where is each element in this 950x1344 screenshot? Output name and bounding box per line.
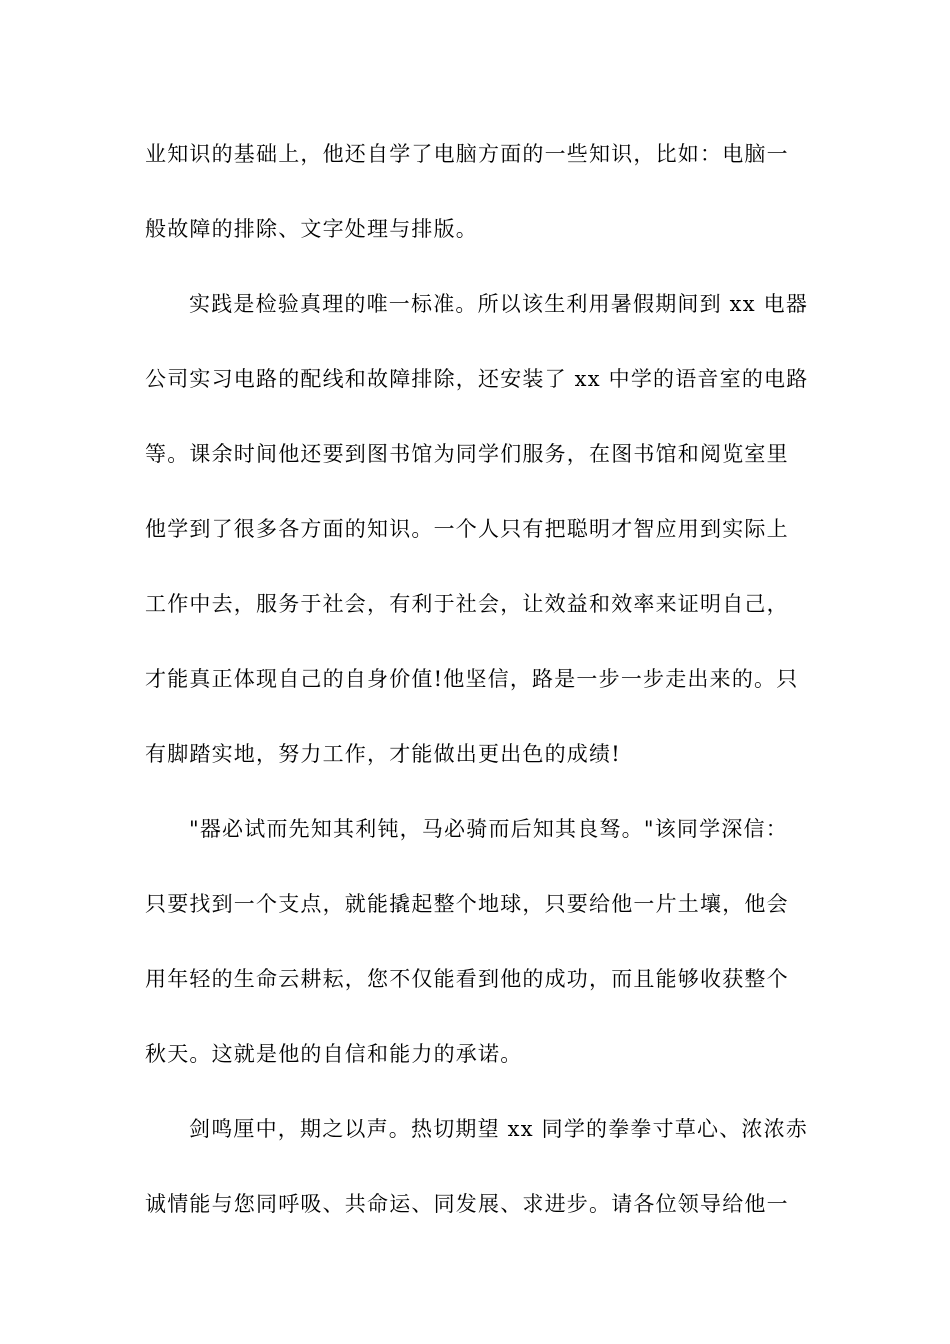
body-text <box>145 131 810 1256</box>
text-line: 有脚踏实地，努力工作，才能做出更出色的成绩! <box>145 742 621 766</box>
text-line: 才能真正体现自己的自身价值!他坚信，路是一步一步走出来的。只 <box>145 667 799 691</box>
text-line: "器必试而先知其利钝，马必骑而后知其良驽。"该同学深信： <box>189 817 788 841</box>
text-line: 公司实习电路的配线和故障排除，还安装了 xx 中学的语音室的电路 <box>145 367 809 391</box>
text-line: 只要找到一个支点，就能撬起整个地球，只要给他一片土壤，他会 <box>145 892 789 916</box>
text-line: 诚情能与您同呼吸、共命运、同发展、求进步。请各位领导给他一 <box>145 1192 789 1216</box>
text-line: 等。课余时间他还要到图书馆为同学们服务，在图书馆和阅览室里 <box>145 442 789 466</box>
text-line: 他学到了很多各方面的知识。一个人只有把聪明才智应用到实际上 <box>145 517 789 541</box>
text-line: 工作中去，服务于社会，有利于社会，让效益和效率来证明自己， <box>145 592 789 616</box>
text-line: 秋天。这就是他的自信和能力的承诺。 <box>145 1042 523 1066</box>
text-line: 剑鸣厘中，期之以声。热切期望 xx 同学的拳拳寸草心、浓浓赤 <box>189 1117 809 1141</box>
text-line: 实践是检验真理的唯一标准。所以该生利用暑假期间到 xx 电器 <box>189 292 809 316</box>
text-line: 业知识的基础上，他还自学了电脑方面的一些知识，比如：电脑一 <box>145 142 789 166</box>
text-line: 般故障的排除、文字处理与排版。 <box>145 217 478 241</box>
text-line: 用年轻的生命云耕耘，您不仅能看到他的成功，而且能够收获整个 <box>145 967 789 991</box>
